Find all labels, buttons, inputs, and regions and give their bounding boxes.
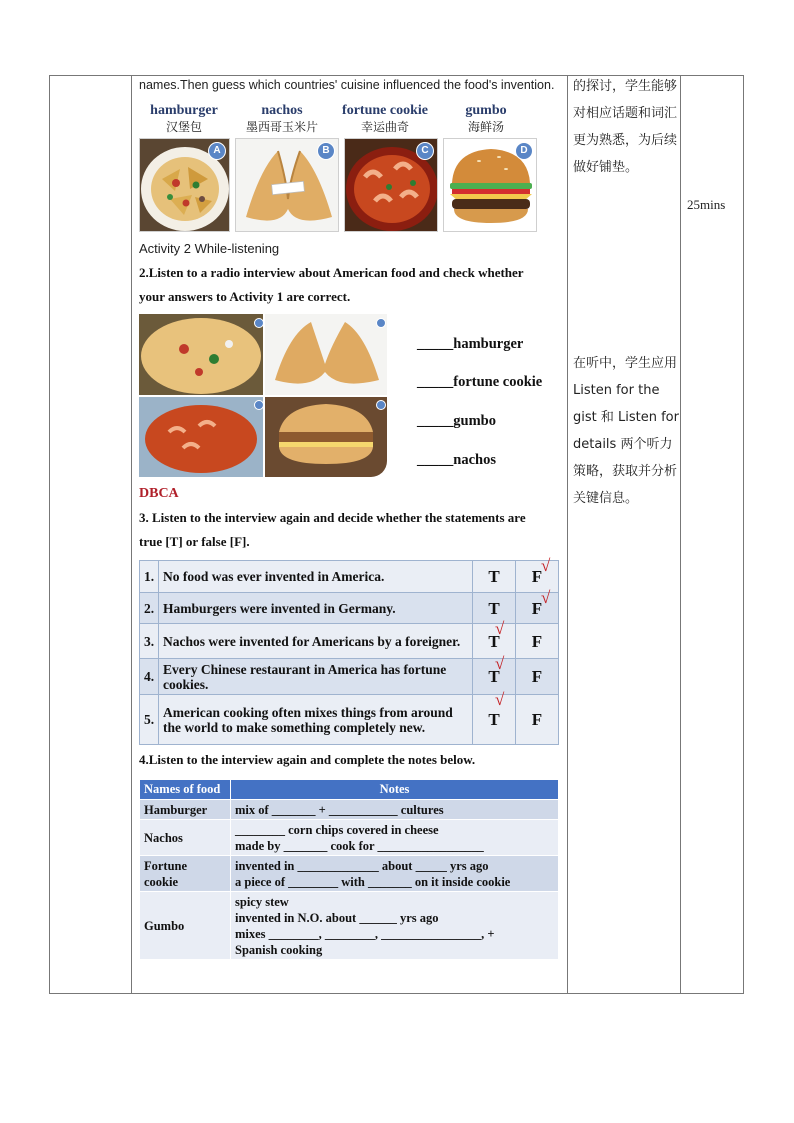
task2-instruction: 2.Listen to a radio interview about American food and check whether your answers to Activity 1 are correct. [139, 265, 524, 304]
food-grid-image [139, 314, 387, 477]
f-cell: F √ [516, 561, 559, 593]
table-row: 5. American cooking often mixes things from around the world to make something completely new. T √ F [140, 695, 559, 745]
food-label-fortune-cookie: fortune cookie 幸运曲奇 [342, 103, 428, 134]
photo-badge-a: A [208, 142, 226, 160]
table-row: 3. Nachos were invented for Americans by a foreigner. T √ F [140, 624, 559, 659]
photo-nachos [139, 138, 230, 232]
photo-gumbo [344, 138, 438, 232]
table-row: Nachos ________ corn chips covered in cheese made by _______ cook for _________________ [140, 820, 559, 856]
match-item-gumbo: _____gumbo [417, 413, 496, 429]
grid-badge-b [376, 318, 386, 328]
answer-key: DBCA [139, 486, 179, 501]
food-photo-grid [139, 314, 387, 477]
notes-table [139, 779, 559, 960]
photo-badge-d: D [515, 142, 533, 160]
match-item-nachos: _____nachos [417, 452, 496, 468]
lesson-plan-table [49, 75, 744, 994]
photo-badge-c: C [416, 142, 434, 160]
grid-badge-d [376, 400, 386, 410]
table-row: Fortune cookie invented in _____________ about _____ yrs ago a piece of ________ with _______ on it inside cookie [140, 856, 559, 892]
design-note-2: 在听中，学生应用 Listen for the gist 和 Listen for details 两个听力策略，获取并分析关键信息。 [573, 356, 679, 506]
food-label-gumbo: gumbo 海鲜汤 [465, 103, 507, 134]
column-divider [131, 76, 132, 993]
f-cell: F [516, 659, 559, 695]
true-false-table [139, 556, 559, 745]
check-mark-icon: √ [541, 556, 551, 575]
grid-badge-c [254, 400, 264, 410]
food-label-nachos: nachos 墨西哥玉米片 [245, 103, 318, 134]
header-notes: Notes [231, 780, 559, 800]
f-cell: F [516, 624, 559, 659]
food-label-hamburger: hamburger 汉堡包 [150, 103, 218, 134]
teaching-content-cell [139, 76, 571, 993]
check-mark-icon: √ [495, 654, 505, 673]
f-cell: F √ [516, 593, 559, 624]
match-item-fortune-cookie: _____fortune cookie [417, 374, 543, 390]
photo-hamburger [443, 138, 537, 232]
check-mark-icon: √ [495, 690, 505, 709]
design-note-1: 的探讨，学生能够对相应话题和词汇更为熟悉，为后续做好铺垫。 [573, 79, 678, 175]
food-labels [139, 103, 571, 139]
table-row: 2. Hamburgers were invented in Germany. T F √ [140, 593, 559, 624]
t-cell: T [473, 593, 516, 624]
notes-header-row [140, 780, 559, 800]
task3-instruction: 3. Listen to the interview again and decide whether the statements are true [T] or false [F]. [139, 510, 526, 549]
header-food: Names of food [140, 780, 231, 800]
photo-badge-b: B [317, 142, 335, 160]
activity2-title: Activity 2 While-listening [139, 241, 280, 256]
column-divider [680, 76, 681, 993]
time-allocation: 25mins [687, 197, 726, 212]
table-row: Gumbo spicy stew invented in N.O. about ______ yrs ago mixes ________, ________, ________________, + Spanish cooking [140, 892, 559, 960]
task4-instruction: 4.Listen to the interview again and complete the notes below. [139, 752, 476, 767]
table-row: 1. No food was ever invented in America. T F √ [140, 561, 559, 593]
table-row: 4. Every Chinese restaurant in America has fortune cookies. T √ F [140, 659, 559, 695]
intro-text: names.Then guess which countries' cuisine influenced the food's invention. [139, 78, 555, 92]
f-cell: F [516, 695, 559, 745]
t-cell: T √ [473, 624, 516, 659]
check-mark-icon: √ [495, 619, 505, 638]
t-cell: T [473, 561, 516, 593]
match-item-hamburger: _____hamburger [417, 336, 524, 352]
grid-badge-a [254, 318, 264, 328]
t-cell: T √ [473, 695, 516, 745]
table-row: Hamburger mix of _______ + ___________ cultures [140, 800, 559, 820]
t-cell: T √ [473, 659, 516, 695]
photo-fortune-cookie [235, 138, 339, 232]
check-mark-icon: √ [541, 588, 551, 607]
